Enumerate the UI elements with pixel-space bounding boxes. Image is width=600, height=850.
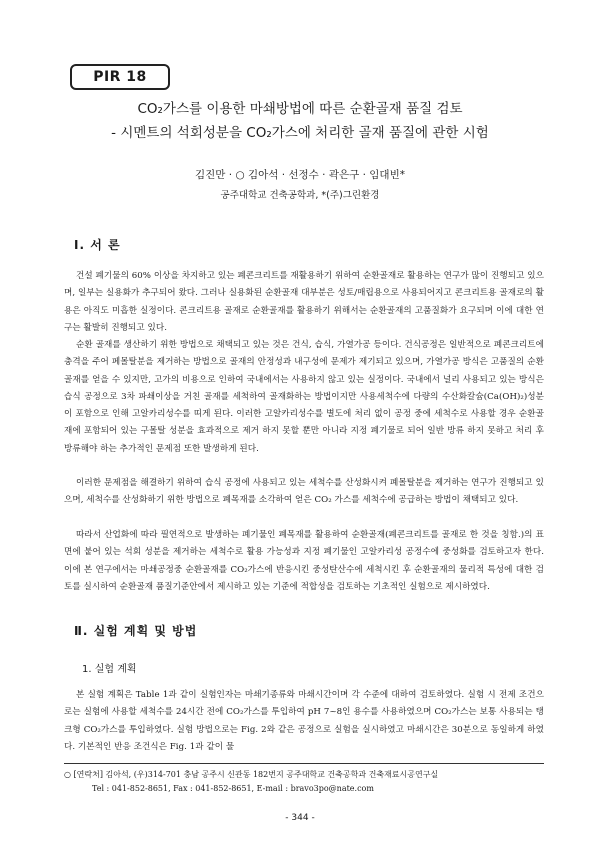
subsection-heading-plan: 1. 실험 계획 bbox=[82, 664, 137, 675]
intro-paragraph-3: 이러한 문제점을 해결하기 위하여 습식 공정에 사용되고 있는 세척수를 산성화시켜 폐몰탈분을 제거하는 연구가 진행되고 있으며, 세척수를 산성화하기 위한 방법으로 폐목재를 소각하여 얻은 CO₂ 가스를 세척수에 공급하는 방법이 채택되고 있다. bbox=[64, 478, 544, 506]
author-list: 김진만 · ○ 김아석 · 선정수 · 곽은구 · 임대빈* bbox=[195, 169, 405, 181]
author-affiliation: 공주대학교 건축공학과, *(주)그린환경 bbox=[220, 190, 380, 201]
intro-paragraph-1: 건설 폐기물의 60% 이상을 차지하고 있는 폐콘크리트를 재활용하기 위하여 순환골재로 활용하는 연구가 많이 진행되고 있으며, 일부는 실용화가 추구되어 왔다. 그러나 실용화된 순환골재 대부분은 성토/매립용으로 사용되어지고 콘크리트용 골재로의 활용은 아직도 미흡한 실정이다. 콘크리트용 골재로 순환골재를 활용하기 위해서는 순환골재의 고품질화가 요구되며 이에 대한 연구는 활발히 진행되고 있다. bbox=[64, 271, 544, 333]
intro-paragraph-2: 순환 골재를 생산하기 위한 방법으로 채택되고 있는 것은 건식, 습식, 가열가공 등이다. 건식공정은 일반적으로 폐콘크리트에 충격을 주어 페몰탈분을 제거하는 방법으로 골재의 안정성과 내구성에 문제가 제기되고 있으며, 가열가공 방식은 고품질의 순환골재를 얻을 수 있지만, 고가의 비용으로 인하여 국내에서는 사용하지 않고 있는 실정이다. 국내에서 널리 사용되고 있는 방식은 습식 공정으로 3차 파쇄이상을 거친 골재를 세척하여 골재화하는 방법이지만 사용세척수에 다량의 수산화칼슘(Ca(OH)₂)성분이 포함으로 인해 고알카리성수를 띠게 된다. 이러한 고알카리성수를 별도에 처리 없이 공정 중에 세척수로 사용할 경우 순환골재에 포함되어 있는 구몰탈 성분을 효과적으로 제거 하지 못할 뿐만 아니라 지정 폐기물로 되어 일반 방류 하지 못하고 처리 후 방류해야 하는 추가적인 문제점 또한 발생하게 된다. bbox=[64, 340, 544, 454]
paper-title-line1: CO₂가스를 이용한 마쇄방법에 따른 순환골재 품질 검토 bbox=[137, 101, 463, 117]
paper-title-line2: - 시멘트의 석회성분을 CO₂가스에 처리한 골재 품질에 관한 시험 bbox=[111, 125, 489, 141]
methods-paragraph-1: 본 실험 계획은 Table 1과 같이 실험인자는 마쇄기종류와 마쇄시간이며 각 수준에 대하여 검토하였다. 실험 시 전제 조건으로는 실험에 사용할 세척수를 24시간 전에 CO₂가스를 투입하여 pH 7~8인 용수를 사용하였으며 CO₂가스는 보통 사용되는 탱크형 CO₂가스를 투입하였다. 실험 방법으로는 Fig. 2와 같은 공정으로 실험을 실시하였고 마쇄시간은 30분으로 동일하게 하였다. 기본적인 반응 조건식은 Fig. 1과 같이 물 bbox=[64, 690, 544, 752]
paper-id-tag: PIR 18 bbox=[70, 64, 170, 90]
footnote-line-2: Tel : 041-852-8651, Fax : 041-852-8651, E-mail : bravo3po@nate.com bbox=[92, 784, 374, 793]
section-heading-methods: Ⅱ. 실험 계획 및 방법 bbox=[74, 624, 198, 638]
footnote-contact bbox=[64, 768, 544, 796]
page-number: - 344 - bbox=[285, 813, 315, 823]
intro-paragraph-4: 따라서 산업화에 따라 필연적으로 발생하는 폐기물인 폐목재를 활용하여 순환골재(폐콘크리트를 골재로 한 것을 칭함.)의 표면에 붙어 있는 석회 성분을 제거하는 세척수로 활용 가능성과 지정 폐기물인 고알카리성 공정수에 중성화를 검토하고자 한다. 이에 본 연구에서는 마쇄공정중 순환골재를 CO₂가스에 반응시킨 중성탄산수에 세척시킨 후 순환골재의 물리적 특성에 대한 검토를 실시하여 순환골재 품질기준안에서 제시하고 있는 기준에 적합성을 검토하는 기초적인 실험으로 제시하였다. bbox=[64, 530, 544, 592]
section-heading-introduction: Ⅰ. 서 론 bbox=[74, 238, 121, 252]
footnote-line-1: ○ [연락처] 김아석, (우)314-701 충남 공주시 신관동 182번지 공주대학교 건축공학과 건축재료시공연구실 bbox=[64, 770, 439, 779]
footnote-divider bbox=[64, 763, 544, 764]
